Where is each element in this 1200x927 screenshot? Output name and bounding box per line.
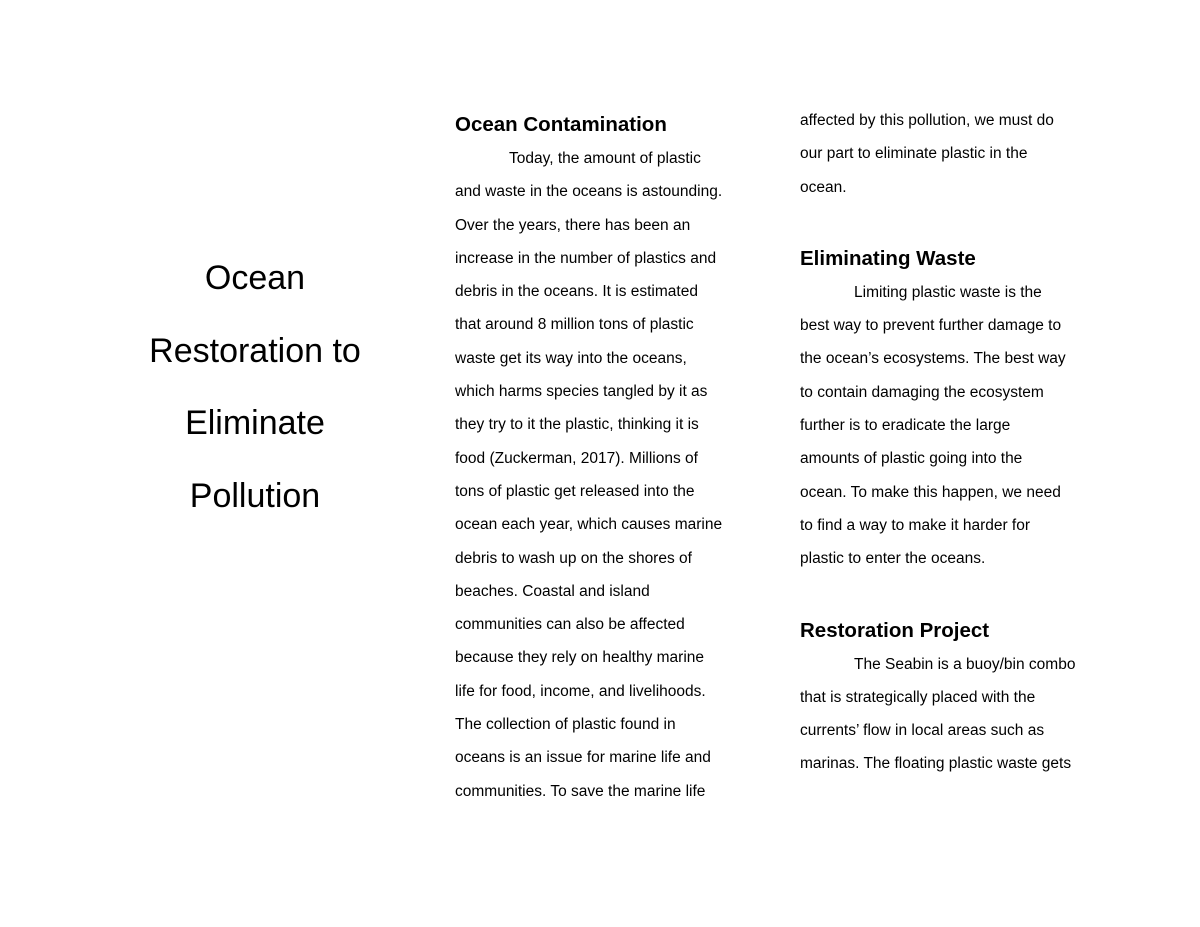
text-line: ocean. [800, 178, 847, 196]
text-line: life for food, income, and livelihoods. [455, 682, 706, 700]
text-line: they try to it the plastic, thinking it is [455, 416, 699, 434]
text-line: marinas. The floating plastic waste gets [800, 755, 1072, 773]
text-line: which harms species tangled by it as [455, 383, 708, 401]
text-line: tons of plastic get released into the [455, 482, 695, 500]
text-line: best way to prevent further damage to [800, 317, 1062, 335]
text-line: plastic to enter the oceans. [800, 550, 986, 568]
heading-ocean-contamination: Ocean Contamination [455, 113, 667, 136]
text-line: the ocean’s ecosystems. The best way [800, 350, 1066, 368]
column-right [800, 108, 1100, 781]
text-line: to find a way to make it harder for [800, 516, 1031, 534]
text-line: communities can also be affected [455, 616, 685, 634]
title-line: Restoration to [149, 331, 361, 370]
text-line: currents’ flow in local areas such as [800, 722, 1045, 740]
text-line: our part to eliminate plastic in the [800, 145, 1028, 163]
text-line: increase in the number of plastics and [455, 249, 717, 267]
title-line: Pollution [189, 476, 321, 515]
text-line: to contain damaging the ecosystem [800, 383, 1044, 401]
text-line: debris in the oceans. It is estimated [455, 283, 698, 301]
title-line: Eliminate [185, 404, 325, 442]
text-line: because they rely on healthy marine [455, 649, 705, 667]
text-line: oceans is an issue for marine life and [455, 749, 711, 767]
column-ocean-contamination [455, 108, 755, 808]
heading-restoration-project: Restoration Project [800, 618, 990, 642]
text-line: and waste in the oceans is astounding. [455, 183, 723, 201]
text-line: amounts of plastic going into the [800, 450, 1023, 468]
text-line: that around 8 million tons of plastic [455, 316, 694, 334]
text-line: ocean. To make this happen, we need [800, 483, 1061, 501]
paragraph-eliminating-waste [800, 276, 1100, 576]
text-line: debris to wash up on the shores of [455, 549, 692, 567]
text-line: food (Zuckerman, 2017). Millions of [455, 449, 698, 467]
text-line: beaches. Coastal and island [455, 582, 650, 600]
paragraph-ocean-contamination [455, 142, 755, 808]
text-line: affected by this pollution, we must do [800, 112, 1054, 129]
text-line: communities. To save the marine life [455, 782, 706, 800]
paragraph-ocean-contamination-continued [800, 104, 1100, 204]
paragraph-restoration-project [800, 648, 1100, 781]
text-line: that is strategically placed with the [800, 688, 1036, 706]
text-line: ocean each year, which causes marine [455, 516, 723, 534]
text-line: Limiting plastic waste is the [854, 283, 1042, 301]
text-line: The collection of plastic found in [455, 716, 676, 734]
title-line: Ocean [204, 259, 306, 297]
brochure-title [112, 242, 398, 532]
heading-eliminating-waste: Eliminating Waste [800, 246, 976, 270]
text-line: further is to eradicate the large [800, 417, 1011, 435]
text-line: Over the years, there has been an [455, 216, 691, 234]
text-line: Today, the amount of plastic [509, 150, 701, 167]
text-line: waste get its way into the oceans, [455, 349, 687, 367]
text-line: The Seabin is a buoy/bin combo [854, 655, 1076, 673]
